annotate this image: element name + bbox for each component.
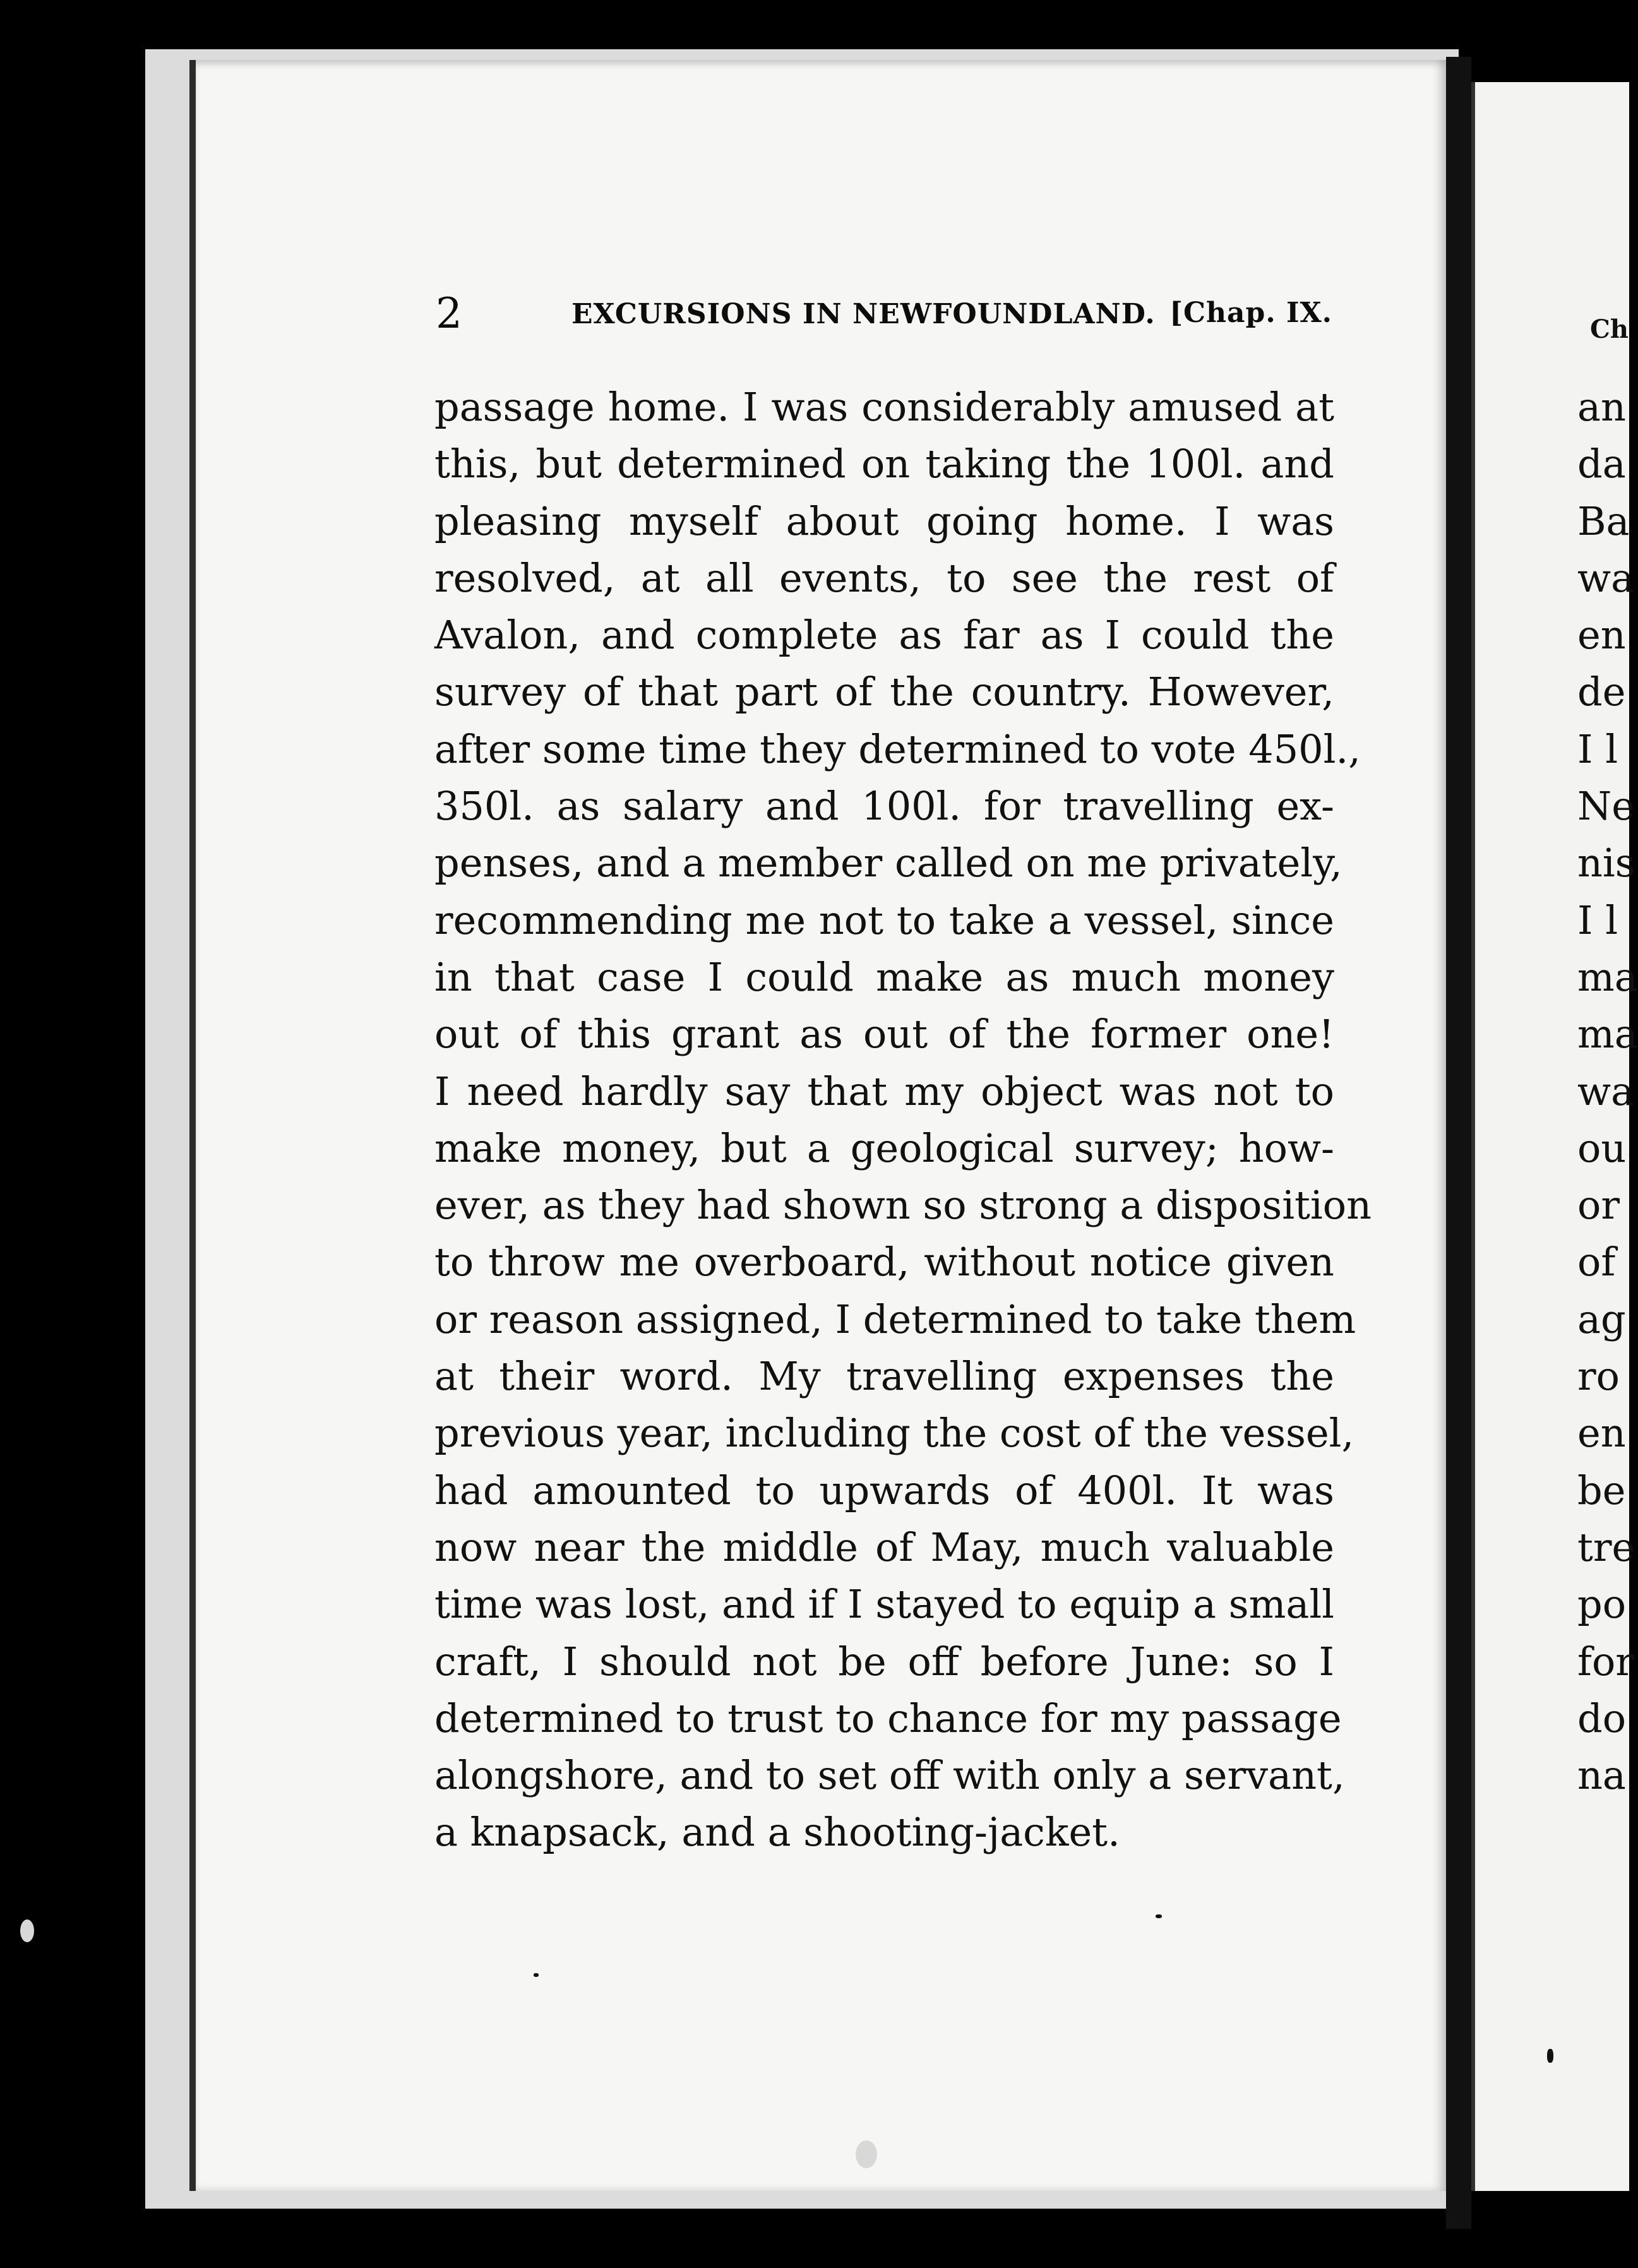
running-title: EXCURSIONS IN NEWFOUNDLAND. (571, 298, 1156, 330)
scan-speck (534, 1973, 539, 1977)
right-line-fragment: ou (1577, 1125, 1627, 1171)
text-line: make money, but a geological survey; how- (434, 1125, 1334, 1171)
text-line: alongshore, and to set off with only a servant, (434, 1752, 1345, 1799)
book-gutter (1446, 57, 1471, 2229)
text-line: I need hardly say that my object was not to (434, 1068, 1334, 1114)
text-line: ever, as they had shown so strong a disposition (434, 1182, 1372, 1229)
text-line: to throw me overboard, without notice given (434, 1239, 1334, 1286)
right-line-fragment: I l (1577, 725, 1618, 772)
text-line: Avalon, and complete as far as I could the (434, 612, 1334, 659)
right-line-fragment: an (1577, 384, 1626, 430)
scan-speck (1156, 1914, 1162, 1918)
right-page-text-fragments (1577, 379, 1638, 1804)
text-line: survey of that part of the country. However, (434, 669, 1334, 715)
right-line-fragment: de (1577, 669, 1626, 715)
scan-speck (20, 1919, 34, 1942)
right-line-fragment: po (1577, 1581, 1627, 1628)
text-line: had amounted to upwards of 400l. It was (434, 1467, 1334, 1513)
text-line: time was lost, and if I stayed to equip a small (434, 1581, 1334, 1628)
text-line: 350l. as salary and 100l. for travelling ex- (434, 783, 1334, 830)
page-number: 2 (436, 289, 462, 338)
right-line-fragment: tre (1577, 1524, 1635, 1570)
right-line-fragment: wa (1577, 1068, 1635, 1114)
right-line-fragment: ma (1577, 953, 1638, 1000)
text-line: this, but determined on taking the 100l. and (434, 441, 1334, 487)
right-line-fragment: do (1577, 1695, 1627, 1741)
text-line: previous year, including the cost of the vessel, (434, 1410, 1354, 1457)
body-text (434, 379, 1372, 1861)
right-line-fragment: for (1577, 1638, 1634, 1685)
text-line: pleasing myself about going home. I was (434, 498, 1334, 544)
right-line-fragment: be (1577, 1467, 1626, 1513)
text-line: at their word. My travelling expenses the (434, 1353, 1334, 1400)
text-line: craft, I should not be off before June: so I (434, 1638, 1334, 1685)
text-line: recommending me not to take a vessel, since (434, 897, 1334, 943)
right-line-fragment: nis (1577, 840, 1635, 886)
right-line-fragment: I l (1577, 897, 1618, 943)
scan-speck (1547, 2049, 1553, 2063)
text-line: after some time they determined to vote 450l., (434, 725, 1361, 772)
right-line-fragment: of (1577, 1239, 1616, 1286)
chapter-reference: [Chap. IX. (1169, 297, 1332, 329)
text-line: penses, and a member called on me privately, (434, 840, 1342, 886)
right-line-fragment: wa (1577, 554, 1635, 601)
text-line: determined to trust to chance for my passage (434, 1695, 1342, 1741)
right-line-fragment: Ba (1577, 498, 1630, 544)
right-line-fragment: en (1577, 612, 1626, 659)
text-line: or reason assigned, I determined to take them (434, 1296, 1356, 1342)
text-line: in that case I could make as much money (434, 953, 1334, 1000)
right-page-head-fragment: Ch (1590, 314, 1629, 344)
right-line-fragment: en (1577, 1410, 1626, 1457)
running-header (436, 289, 1332, 352)
text-line: now near the middle of May, much valuable (434, 1524, 1334, 1570)
right-line-fragment: na (1577, 1752, 1626, 1799)
text-line: passage home. I was considerably amused at (434, 384, 1334, 430)
scan-speck (856, 2140, 877, 2168)
right-line-fragment: ma (1577, 1011, 1638, 1058)
text-line-last: a knapsack, and a shooting-jacket. (434, 1809, 1120, 1856)
right-line-fragment: or (1577, 1182, 1620, 1229)
right-line-fragment: Ne (1577, 783, 1635, 830)
right-line-fragment: da (1577, 441, 1626, 487)
right-line-fragment: ro (1577, 1353, 1620, 1400)
right-line-fragment: ag (1577, 1296, 1626, 1342)
text-line: resolved, at all events, to see the rest of (434, 554, 1334, 601)
text-line: out of this grant as out of the former one! (434, 1011, 1334, 1058)
